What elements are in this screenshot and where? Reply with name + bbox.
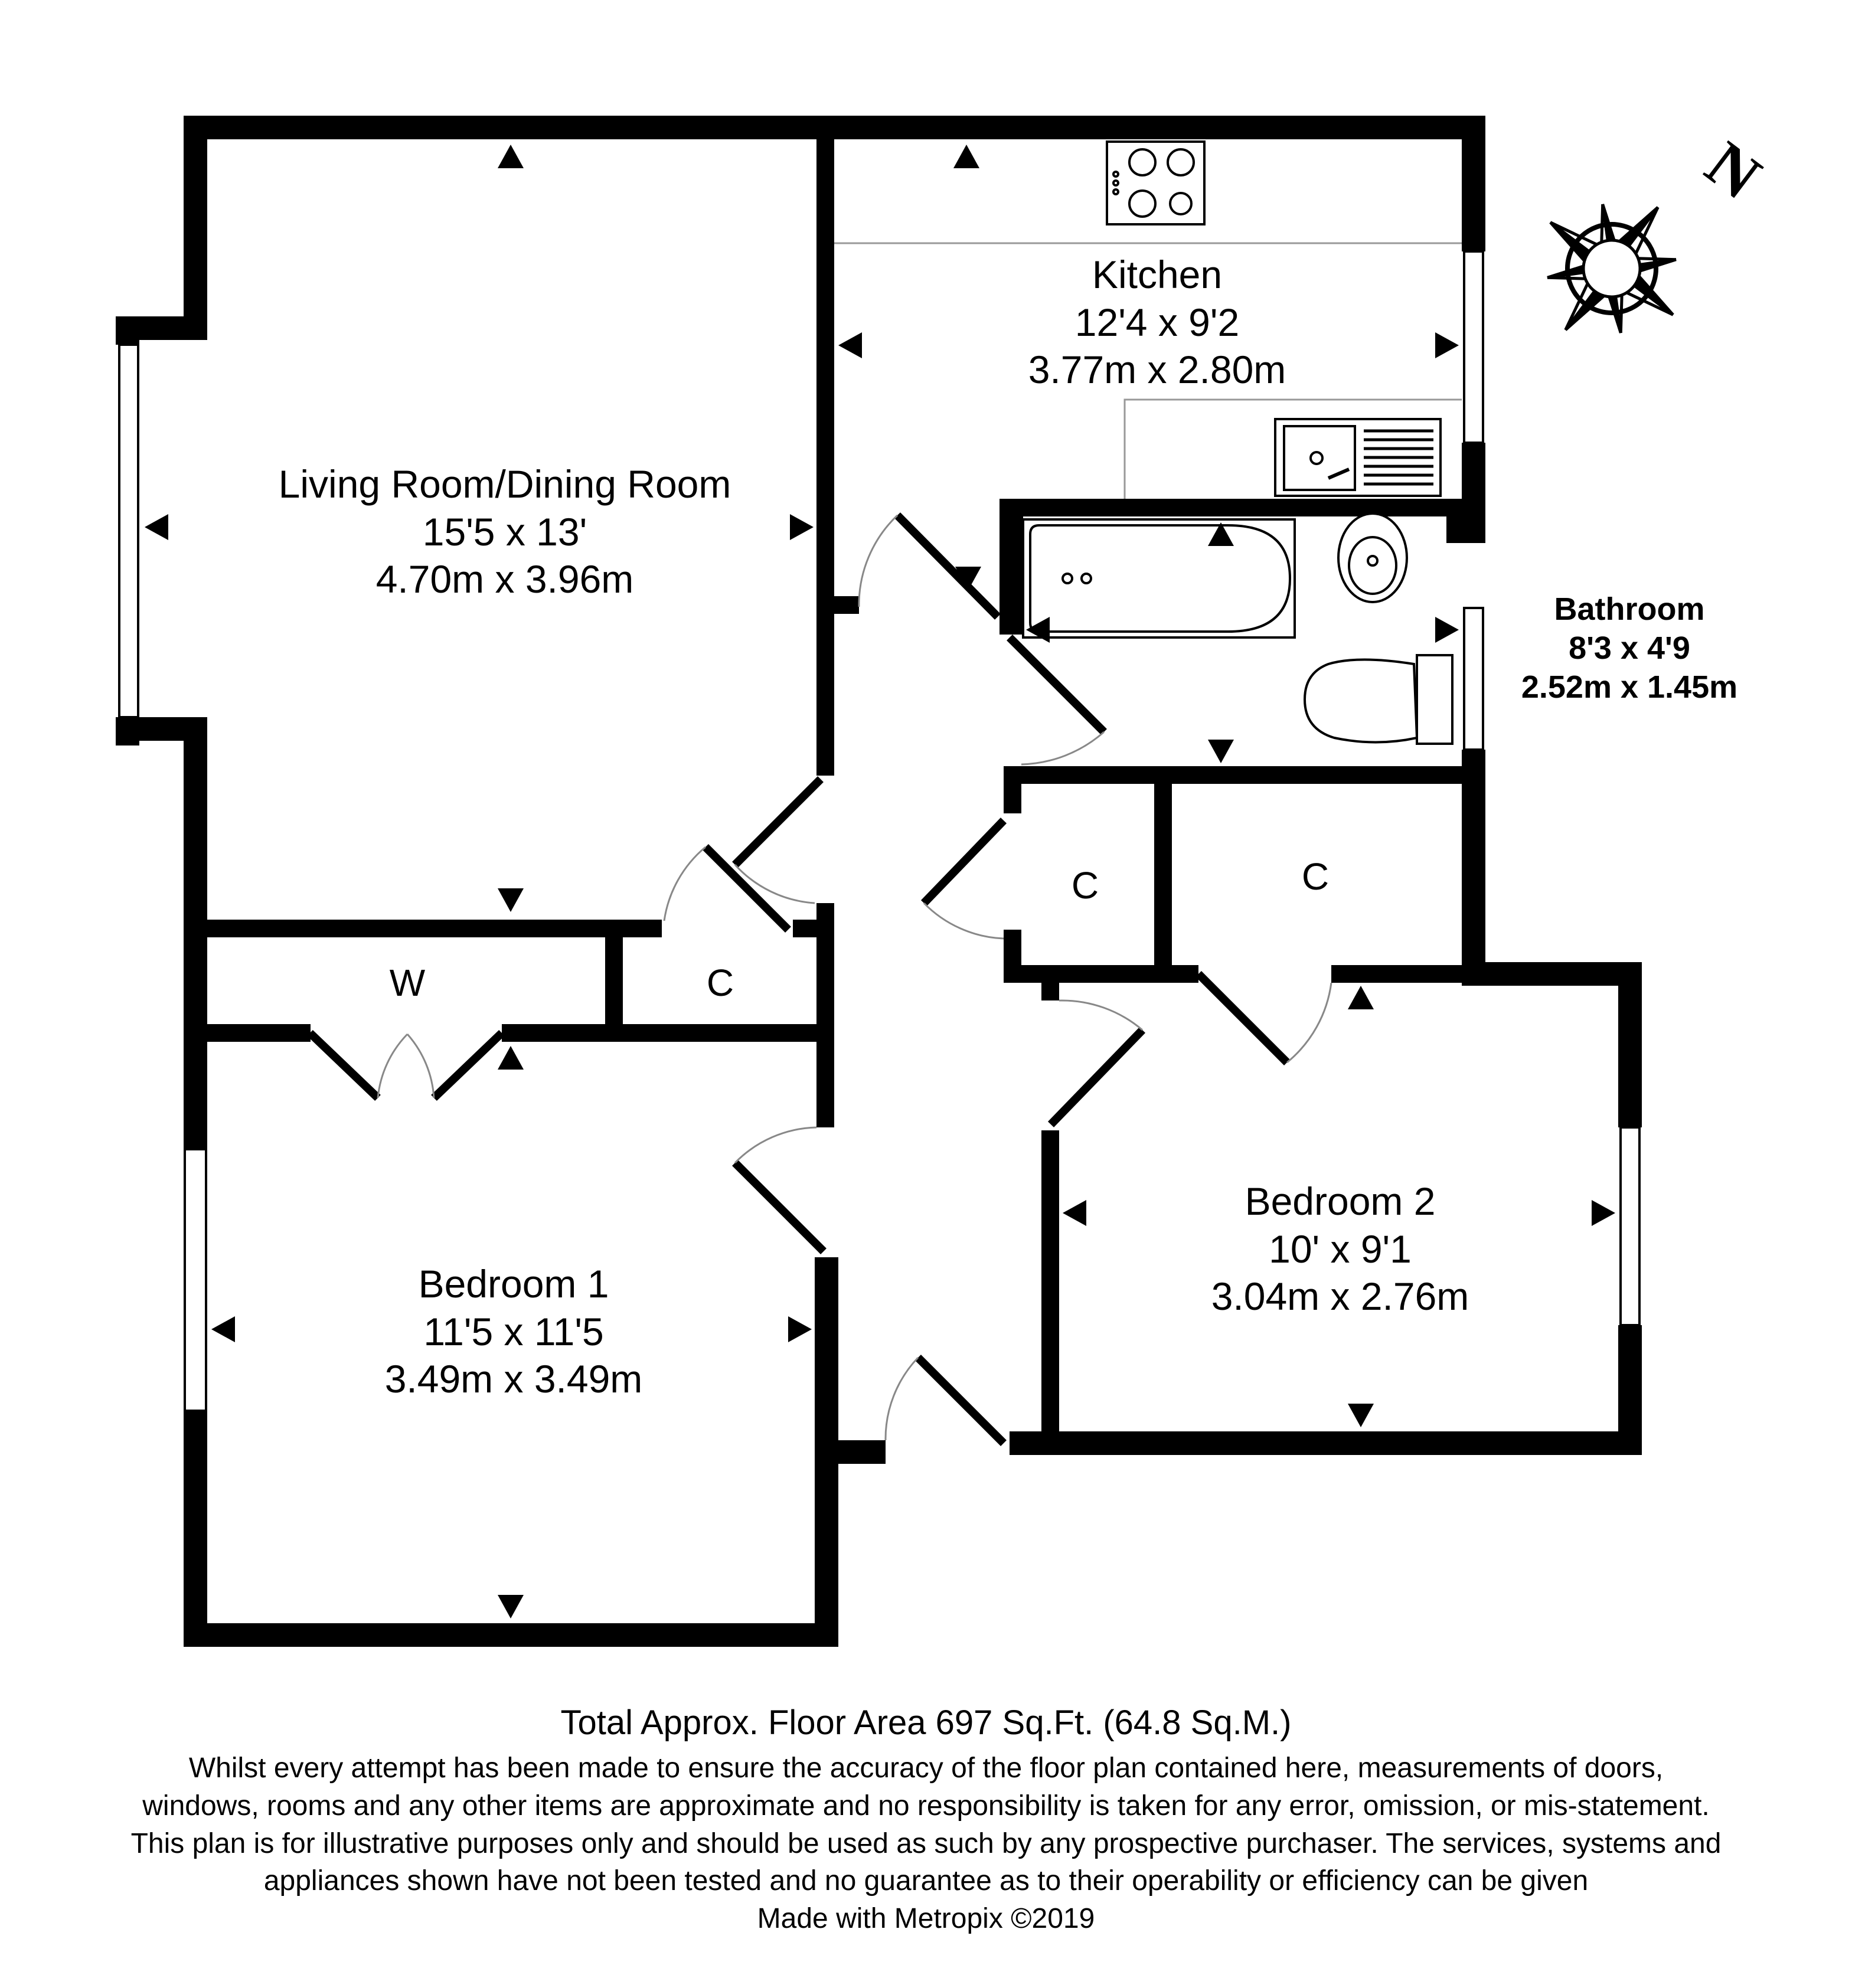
window-bathroom — [1464, 608, 1483, 750]
room-size-metric: 2.52m x 1.45m — [1521, 669, 1738, 705]
room-name: Bathroom — [1554, 591, 1705, 627]
room-size-metric: 3.04m x 2.76m — [1211, 1274, 1469, 1319]
basin-icon — [1338, 514, 1407, 602]
room-name: Bedroom 2 — [1245, 1179, 1436, 1223]
room-name: Living Room/Dining Room — [278, 462, 731, 506]
room-label-bedroom1 — [385, 1260, 643, 1403]
room-size-imperial: 8'3 x 4'9 — [1569, 630, 1690, 666]
walls — [116, 116, 1642, 1647]
window-kitchen — [1464, 251, 1483, 443]
sink-icon — [1275, 419, 1441, 496]
compass-north-label: N — [1693, 127, 1774, 214]
window-bedroom2 — [1621, 1127, 1639, 1325]
bath-icon — [1023, 519, 1295, 637]
room-size-metric: 3.77m x 2.80m — [1028, 348, 1286, 392]
dimension-arrows — [145, 145, 1615, 1618]
toilet-icon — [1305, 655, 1452, 744]
room-label-bedroom2 — [1211, 1178, 1469, 1320]
room-label-kitchen — [1028, 251, 1286, 394]
bathroom-fittings — [1023, 514, 1452, 744]
room-size-imperial: 15'5 x 13' — [422, 509, 587, 554]
total-floor-area: Total Approx. Floor Area 697 Sq.Ft. (64.8 Sq.M.) — [560, 1703, 1292, 1742]
cupboard-label-bedroom2: C — [1301, 855, 1330, 898]
hob-icon — [1107, 142, 1204, 224]
room-label-bathroom — [1521, 590, 1737, 707]
room-size-metric: 4.70m x 3.96m — [375, 557, 634, 601]
cupboard-label-hall-left: C — [706, 962, 734, 1004]
footer — [0, 1703, 1852, 1938]
room-label-living — [279, 460, 731, 603]
disclaimer-text: Whilst every attempt has been made to ensure the accuracy of the floor plan contained here, measurements of doors, windows, rooms and any other items are approximate and no responsibility is taken for any error, omission, or mis-statement. This plan is for illustrative purposes only and should be used as such by any prospective purchaser. The services, systems and appliances shown have not been tested and no guarantee as to their operability or efficiency can be given — [130, 1752, 1722, 1897]
window-bedroom1 — [185, 1149, 206, 1411]
wardrobe-label: W — [389, 962, 426, 1004]
room-size-metric: 3.49m x 3.49m — [384, 1357, 643, 1401]
room-name: Kitchen — [1092, 253, 1223, 296]
cupboard-label-hall-right: C — [1071, 864, 1099, 907]
room-size-imperial: 12'4 x 9'2 — [1074, 300, 1240, 344]
credit-text: Made with Metropix ©2019 — [757, 1903, 1095, 1935]
room-name: Bedroom 1 — [418, 1262, 609, 1306]
room-size-imperial: 10' x 9'1 — [1269, 1227, 1412, 1271]
window-living — [119, 345, 138, 717]
room-size-imperial: 11'5 x 11'5 — [423, 1309, 604, 1353]
